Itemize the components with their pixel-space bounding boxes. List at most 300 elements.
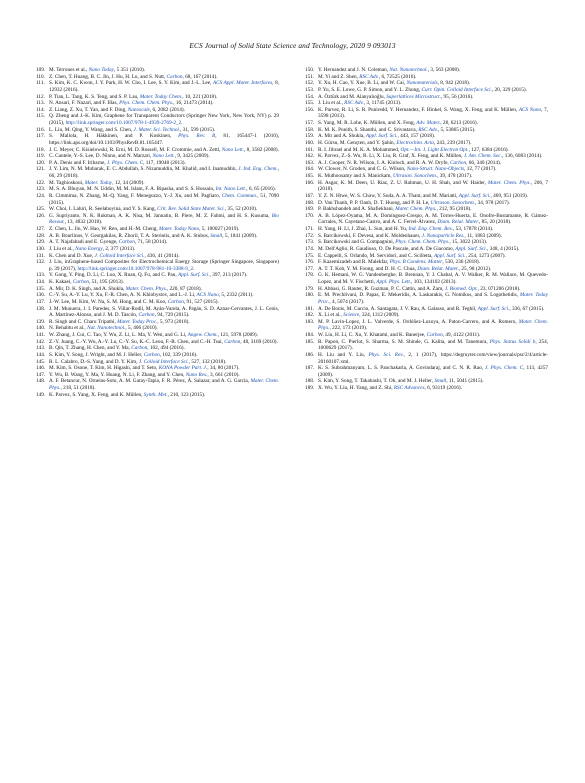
reference-authors: A. T. Najafabadi and E. Gyenge, bbox=[49, 239, 119, 246]
reference-number: 120. bbox=[36, 159, 46, 166]
reference-details: , 7, 3598 (2013). bbox=[318, 106, 548, 120]
journal-link[interactable]: Phys. Sci. Rev. bbox=[368, 351, 404, 358]
reference-number: 159. bbox=[305, 133, 315, 140]
journal-link[interactable]: J. Nanoparticle Res. bbox=[421, 232, 465, 239]
journal-link[interactable]: Diam. Relat. Mater. bbox=[417, 265, 459, 272]
reference-number: 144. bbox=[36, 351, 46, 358]
reference-item bbox=[36, 239, 279, 246]
reference-item bbox=[305, 166, 548, 173]
reference-number: 137. bbox=[36, 298, 46, 305]
journal-link[interactable]: Bio Resour. bbox=[49, 212, 279, 226]
reference-authors: W. Clower, N. Groden, and C. G. Wilson, bbox=[318, 166, 407, 173]
reference-authors: B. Qin, T. Zhang, H. Chen, and Y. Ma, bbox=[49, 345, 132, 352]
reference-details: , 11, 1883 (2009). bbox=[464, 232, 502, 239]
reference-details: , 71, 58 (2014). bbox=[134, 239, 168, 246]
reference-url-link[interactable]: http://link.springer.com/10.1007/978-981-10-3388-9_2 bbox=[77, 265, 194, 272]
reference-authors: X. Li et al., bbox=[318, 312, 344, 319]
journal-link[interactable]: Mater. Chem. Phys. bbox=[125, 285, 167, 292]
reference-details: , 8, 3582 (2008). bbox=[243, 146, 279, 153]
reference-authors: S. Kim, K. C. Kwon, J. Y. Park, H. W. Cho, I. Lee, S. Y. Kim, and J.-L. Lee, bbox=[49, 80, 213, 87]
reference-details: , 397, 213 (2017). bbox=[209, 272, 248, 279]
journal-link[interactable]: J. Ind. Eng. Chem. bbox=[238, 166, 278, 173]
reference-authors: A. B. Bourlinos, V. Georgakilas, R. Zboril, T. A. Steriotis, and A. K. Stubos, bbox=[49, 232, 211, 239]
reference-number: 183. bbox=[305, 318, 315, 325]
reference-authors: M. S. A. Bhuyan, M. N. Uddin, M. M. Islam, F. A. Bipasha, and S. S. Hossain, bbox=[49, 186, 216, 193]
reference-item bbox=[305, 272, 548, 285]
reference-authors: P. Bakhshandeh and A. Shafiekhani, bbox=[318, 206, 396, 213]
journal-link[interactable]: Appl. Surf. Sci. bbox=[458, 192, 491, 199]
reference-details: , 95, 56 (2016). bbox=[440, 93, 474, 100]
reference-number: 129. bbox=[36, 239, 46, 246]
reference-number: 110. bbox=[36, 73, 45, 80]
reference-item bbox=[36, 272, 279, 279]
reference-authors: F. Kazemizadeh and R. Malekfar, bbox=[318, 259, 390, 266]
reference-item bbox=[36, 193, 279, 206]
journal-link[interactable]: J. Am. Chem. Soc. bbox=[463, 153, 503, 160]
reference-details: , 13, 4832 (2018). bbox=[64, 219, 103, 226]
reference-number: 151. bbox=[305, 73, 315, 80]
reference-details: , 5, 406 (2010). bbox=[125, 325, 158, 332]
reference-item bbox=[305, 100, 548, 107]
reference-authors: Y. Wu, B. Wang, Y. Ma, Y. Huang, N. Li, F. Zhang, and Y. Chen, bbox=[49, 371, 186, 378]
reference-details: , 48, 3169 (2010). bbox=[240, 338, 278, 345]
reference-authors: A. Mir, D. K. Singh, and A. Shukla, bbox=[49, 285, 126, 292]
reference-details: , 6, 2082 (2014). bbox=[149, 106, 185, 113]
reference-number: 158. bbox=[305, 126, 315, 133]
reference-url-link[interactable]: http://link.springer.com/10.1007/978-1-4939-2769-2_2 bbox=[65, 120, 182, 126]
journal-link[interactable]: Mater. Chem. Phys. bbox=[395, 206, 437, 213]
reference-number: 163. bbox=[305, 159, 315, 166]
journal-link[interactable]: Nano Today bbox=[88, 67, 114, 73]
reference-number: 155. bbox=[305, 100, 315, 107]
reference-authors: J. Liu et al., bbox=[318, 100, 345, 107]
reference-authors: P. Tian, L. Tang, K. S. Teng, and S. P. Lau, bbox=[49, 93, 140, 100]
reference-number: 122. bbox=[36, 179, 46, 186]
reference-authors: R. I. Jibrael and M. K. A. Mohammed, bbox=[318, 146, 401, 153]
reference-details: , 222, 173 (2019). bbox=[329, 325, 368, 332]
reference-item bbox=[305, 213, 548, 226]
reference-authors: M. Terrones et al., bbox=[49, 67, 89, 73]
journal-link[interactable]: J. Colloid Interface Sci. bbox=[138, 358, 189, 365]
reference-item bbox=[36, 186, 279, 193]
journal-link[interactable]: Ultrason. Sonochem. bbox=[430, 199, 475, 206]
reference-details: , 34, 978 (2017). bbox=[474, 199, 510, 206]
journal-link[interactable]: Carbon bbox=[426, 332, 443, 338]
journal-link[interactable]: Phys. Chem. Chem. Phys. bbox=[119, 100, 174, 107]
reference-authors: A. J. Cooper, N. R. Wilson, I. A. Kinloch, and R. A. W. Dryfe, bbox=[318, 159, 451, 166]
journal-link[interactable]: Crit. Rev. Solid State Mater. Sci. bbox=[157, 206, 225, 213]
reference-details: , 11, 5041 (2015). bbox=[446, 378, 484, 385]
reference-item bbox=[305, 385, 548, 392]
references-left-column bbox=[36, 67, 279, 398]
journal-link[interactable]: Nanomaterials bbox=[406, 80, 438, 87]
reference-number: 139. bbox=[36, 318, 46, 325]
journal-link[interactable]: Nano Res. bbox=[185, 371, 208, 378]
reference-number: 165. bbox=[305, 173, 315, 179]
reference-details: , 68, 167 (2014). bbox=[182, 73, 218, 80]
reference-details: , 2, 377 (2013). bbox=[102, 245, 136, 252]
journal-link[interactable]: RSC Advances bbox=[393, 385, 425, 391]
reference-authors: M. Yi and Z. Shen, bbox=[318, 73, 360, 80]
reference-details: , 25, 98 (2012). bbox=[458, 265, 492, 272]
reference-details: , 5, 973 (2018). bbox=[157, 318, 190, 325]
reference-number: 125. bbox=[36, 206, 46, 213]
reference-authors: M. Dell'Aglio, R. Gaudiuso, O. De Pascale, and A. De Giacomo, bbox=[318, 245, 456, 252]
reference-number: 123. bbox=[36, 186, 46, 193]
reference-details: , 66, 340 (2014). bbox=[466, 159, 502, 166]
journal-link[interactable]: Ind. Eng. Chem. Res. bbox=[408, 226, 453, 232]
reference-details: , 102, 339 (2016). bbox=[159, 351, 198, 358]
journal-link[interactable]: Phys. Rev. B bbox=[178, 133, 216, 140]
reference-item bbox=[305, 206, 548, 213]
reference-number: 176. bbox=[305, 259, 315, 266]
reference-number: 161. bbox=[305, 146, 315, 153]
journal-link[interactable]: RSC Adv. bbox=[359, 73, 379, 80]
journal-link[interactable]: Phys. B Condens. Matter bbox=[389, 259, 443, 266]
journal-link[interactable]: Carbon bbox=[450, 159, 467, 166]
reference-number: 181. bbox=[305, 305, 315, 312]
reference-details: , 2, 1 (2017), https://degruyter.com/view/journals/psr/2/4/article-20160107.xml. bbox=[318, 351, 548, 365]
reference-details: , 81, 165447-1 (2010), https://link.aps.org/doi/10.1103/PhysRevB.81.165447. bbox=[49, 133, 280, 146]
reference-details: , 5 351 (2010). bbox=[113, 67, 146, 73]
reference-number: 187. bbox=[305, 365, 315, 372]
reference-item bbox=[305, 173, 548, 180]
reference-number: 133. bbox=[36, 272, 46, 279]
journal-link[interactable]: Carbon bbox=[167, 298, 184, 305]
reference-number: 184. bbox=[305, 332, 315, 338]
reference-authors: E. Cappelli, S. Orlando, M. Servidori, and C. Scilletta, bbox=[318, 252, 434, 259]
reference-number: 162. bbox=[305, 153, 315, 160]
reference-number: 140. bbox=[36, 325, 46, 332]
journal-link[interactable]: Appl. Surf. Sci. bbox=[365, 133, 398, 140]
journal-link[interactable]: Appl. Surf. Sci. bbox=[433, 252, 466, 259]
journal-link[interactable]: Mater. Chem. Phys. bbox=[318, 318, 548, 332]
reference-details: , 8, 12932 (2016). bbox=[49, 80, 280, 93]
reference-details: , 113, 4257 (2009). bbox=[318, 365, 548, 378]
journal-link[interactable]: Mater. Chem. Phys. bbox=[49, 378, 280, 391]
journal-link[interactable]: ACS Nano bbox=[518, 106, 542, 113]
journal-link[interactable]: Adv. Mater. bbox=[416, 120, 441, 126]
reference-details: , 94, 729 (2015). bbox=[154, 312, 190, 319]
reference-details: , 10, 221 (2018). bbox=[182, 93, 218, 100]
reference-details: , 243, 239 (2017). bbox=[433, 139, 472, 146]
reference-number: 175. bbox=[305, 252, 315, 259]
reference-authors: K. Chen and D. Xue, bbox=[49, 252, 95, 259]
reference-details: , 220, 87 (2018). bbox=[166, 285, 202, 292]
reference-authors: W. Zhang, J. Cui, C. Tao, Y. Wu, Z. Li, L. Ma, Y. Wen, and G. Li, bbox=[49, 332, 188, 338]
reference-number: 185. bbox=[305, 338, 315, 345]
reference-details: , 210, 123 (2015). bbox=[167, 391, 206, 398]
journal-link[interactable]: Opt.—Int. J. Light Electron Opt. bbox=[400, 146, 469, 153]
reference-authors: C. Cantele, Y.-S. Lee, D. Ninno, and N. Marzari, bbox=[49, 153, 153, 160]
reference-authors: K. Muthoosamy and S. Manickam, bbox=[318, 173, 393, 179]
reference-authors: X. Wu, Y. Liu, H. Yang, and Z. Shi, bbox=[318, 385, 394, 391]
reference-authors: S. Mallola, H. Häkkinen, and P. Koskinen, bbox=[49, 133, 179, 140]
reference-details: , 443, 157 (2018). bbox=[397, 133, 436, 140]
reference-authors: G. Supriyanto, N. K. Rukman, A. K. Nisa, M. Jannatin, B. Piere, M. Z. Fahmi, and H. S. Kusuma, bbox=[49, 212, 272, 219]
reference-number: 182. bbox=[305, 312, 315, 319]
journal-link[interactable]: Appl. Surf. Sci. bbox=[177, 272, 210, 279]
reference-item bbox=[305, 246, 548, 253]
reference-details: , 5, 53865 (2015). bbox=[437, 126, 476, 133]
journal-link[interactable]: Science bbox=[343, 312, 360, 319]
reference-authors: M. Taghioskoui, bbox=[49, 179, 85, 186]
reference-item bbox=[36, 279, 279, 286]
reference-details: , 206, 7 (2018). bbox=[318, 179, 549, 193]
reference-number: 152. bbox=[305, 80, 315, 87]
reference-details: , 3, 661 (2010). bbox=[207, 371, 240, 378]
reference-item bbox=[305, 67, 548, 74]
reference-item bbox=[305, 352, 548, 365]
reference-details: , 23, 071206 (2018). bbox=[477, 285, 521, 292]
reference-authors: Y. Xu, H. Cao, Y. Xue, B. Li, and W. Cai, bbox=[318, 80, 407, 87]
reference-item bbox=[36, 345, 279, 352]
reference-number: 180. bbox=[305, 292, 315, 299]
journal-link[interactable]: Appl. Surf. Sci. bbox=[477, 305, 510, 312]
reference-authors: N. Behabtu et al., bbox=[49, 325, 88, 332]
journal-link[interactable]: Nat. Nanotechnol. bbox=[389, 67, 428, 73]
journal-link[interactable]: RSC Adv. bbox=[418, 126, 438, 133]
reference-number: 131. bbox=[36, 252, 46, 259]
journal-link[interactable]: J. Biomed. Opt. bbox=[444, 285, 478, 292]
reference-details: , 85, 20 (2018). bbox=[478, 219, 512, 226]
reference-number: 126. bbox=[36, 212, 46, 219]
reference-number: 142. bbox=[36, 338, 46, 345]
reference-item bbox=[36, 113, 279, 126]
journal-link[interactable]: Mater. Today Nano bbox=[158, 226, 200, 232]
reference-authors: W. Choi, I. Lahiri, R. Seelaboyina, and Y. S. Kang, bbox=[49, 206, 158, 213]
reference-authors: R. Singh and C. Charu Tripathi, bbox=[49, 318, 118, 325]
journal-link[interactable]: Nanoscale bbox=[127, 106, 150, 113]
journal-link[interactable]: J. Phys. Chem. C bbox=[485, 365, 524, 372]
reference-details: , 12, 34 (2009). bbox=[112, 179, 145, 186]
journal-link[interactable]: Carbon bbox=[138, 312, 155, 319]
reference-details: , 127, 6384 (2016). bbox=[468, 146, 509, 153]
journal-link[interactable]: Carbon bbox=[72, 279, 89, 285]
reference-number: 174. bbox=[305, 245, 315, 252]
journal-link[interactable]: Small bbox=[210, 232, 223, 239]
journal-link[interactable]: Curr. Opin. Colloid Interface Sci. bbox=[421, 86, 492, 93]
journal-link[interactable]: Mater. Today Chem. bbox=[139, 93, 183, 100]
reference-details: , 103, 134102 (2013). bbox=[411, 279, 457, 285]
reference-number: 170. bbox=[305, 212, 315, 219]
reference-number: 148. bbox=[36, 378, 46, 385]
reference-number: 188. bbox=[305, 378, 315, 385]
reference-authors: S. Kim, Y. Song, J. Wright, and M. J. Heller, bbox=[49, 351, 144, 358]
reference-authors: Y. Z. N. Htwe, W. S. Chow, Y. Suda, A. A. Thant, and M. Mariatti, bbox=[318, 192, 459, 199]
reference-details: , 53, 17878 (2014). bbox=[453, 226, 494, 232]
reference-item bbox=[305, 332, 548, 339]
reference-authors: R. Cimmima, N. Zhang, M.-Q. Yang, F. Meneguzzo, Y.-J. Xu, and M. Pagliaro, bbox=[49, 192, 222, 199]
journal-link[interactable]: Mater. Today Proc. bbox=[117, 318, 158, 325]
reference-details: , 469, 951 (2019). bbox=[490, 192, 529, 199]
journal-link[interactable]: Carbon bbox=[143, 351, 160, 358]
journal-link[interactable]: Nano Lett. bbox=[221, 146, 244, 153]
reference-number: 114. bbox=[36, 106, 45, 113]
journal-link[interactable]: Nano Energy bbox=[75, 245, 103, 252]
reference-number: 154. bbox=[305, 93, 315, 100]
reference-number: 138. bbox=[36, 305, 46, 312]
journal-link[interactable]: Carbon bbox=[118, 239, 135, 246]
reference-number: 146. bbox=[36, 365, 46, 372]
reference-number: 153. bbox=[305, 86, 315, 93]
journal-link[interactable]: Mater. Chem. Phys. bbox=[488, 179, 531, 186]
journal-link[interactable]: Chem. Commun. bbox=[221, 192, 258, 199]
journal-link[interactable]: Carbon bbox=[131, 345, 148, 352]
journal-link[interactable]: KONA Powder Part. J. bbox=[158, 365, 208, 372]
journal-link[interactable]: Nano Lett. bbox=[152, 153, 175, 160]
journal-link[interactable]: Diam. Relat. Mater. bbox=[437, 219, 479, 226]
reference-item bbox=[36, 80, 279, 93]
reference-number: 128. bbox=[36, 232, 46, 239]
reference-details: , 28, 6213 (2016). bbox=[440, 120, 478, 126]
reference-details: , 66, 29 (2018). bbox=[49, 166, 279, 179]
reference-item bbox=[36, 226, 279, 233]
reference-number: 186. bbox=[305, 351, 315, 358]
reference-details: . bbox=[181, 120, 183, 126]
reference-item bbox=[305, 319, 548, 332]
reference-details: , 12, 77 (2017). bbox=[464, 166, 497, 173]
reference-number: 136. bbox=[36, 292, 46, 299]
reference-item bbox=[305, 120, 548, 127]
reference-details: , 49, 4122 (2011). bbox=[442, 332, 481, 338]
reference-details: , 5, 1841 (2009). bbox=[222, 232, 258, 239]
reference-details: , 31, 599 (2015). bbox=[180, 126, 216, 133]
reference-number: 141. bbox=[36, 332, 46, 338]
reference-number: 116. bbox=[36, 126, 45, 133]
reference-number: 145. bbox=[36, 358, 46, 365]
reference-item bbox=[36, 332, 279, 339]
journal-link[interactable]: ACS Appl. Mater. Interfaces bbox=[212, 80, 273, 87]
reference-item bbox=[305, 107, 548, 120]
journal-link[interactable]: Electrochim. Acta bbox=[396, 139, 434, 146]
reference-authors: K. S. Subrahmanyam, L. S. Panchakarla, A. Govindaraj, and C. N. R. Rao, bbox=[318, 365, 485, 372]
reference-number: 134. bbox=[36, 279, 46, 285]
reference-details: , 117, 19048 (2013). bbox=[143, 159, 186, 166]
reference-details: . bbox=[193, 265, 195, 272]
reference-number: 117. bbox=[36, 133, 45, 140]
journal-link[interactable]: Mater. Today Proc. bbox=[318, 292, 548, 305]
reference-authors: J. Liu et al., bbox=[49, 245, 76, 252]
journal-link[interactable]: Synth. Met. bbox=[143, 391, 168, 398]
journal-link[interactable]: Ultrason. Sonochem. bbox=[392, 173, 438, 179]
reference-number: 150. bbox=[305, 67, 315, 73]
reference-authors: Z. Liang, Z. Xu, T. Yan, and F. Ding, bbox=[49, 106, 128, 113]
reference-number: 189. bbox=[305, 385, 315, 391]
journal-link[interactable]: Superlattices Microstruct. bbox=[386, 93, 441, 100]
reference-authors: S. Barcikowski, F. Devesa, and K. Moldenhauer, bbox=[318, 232, 422, 239]
reference-item bbox=[36, 100, 279, 107]
reference-authors: A. De Bonis, M. Curcio, A. Santagata, J. V. Rau, A. Galasso, and R. Teghil, bbox=[318, 305, 478, 312]
reference-number: 111. bbox=[36, 80, 45, 87]
references-right-column bbox=[305, 67, 548, 392]
reference-authors: H. Gürsu, M. Gençten, and Y. Şahin, bbox=[318, 139, 397, 146]
reference-authors: H. Asgar, K. M. Deen, U. Riaz, Z. U. Rahman, U. H. Shah, and W. Haider, bbox=[318, 179, 488, 186]
reference-number: 132. bbox=[36, 259, 46, 266]
journal-link[interactable]: Appl. Surf. Sci. bbox=[455, 245, 487, 252]
reference-authors: Q. Zheng and J.-K. Kim, Graphene for Transparent Conductors (Springer New York, New York, NY) p. 29 (2015), bbox=[49, 113, 279, 126]
journal-link[interactable]: J. Mater. Sci. Technol. bbox=[133, 126, 181, 133]
reference-authors: P. A. Denis and F. Iribarne, bbox=[49, 159, 107, 166]
journal-link[interactable]: J. Phys. Chem. C bbox=[106, 159, 144, 166]
reference-item bbox=[36, 259, 279, 272]
reference-details: , 348, 4 (2015). bbox=[486, 245, 520, 252]
reference-number: 109. bbox=[36, 67, 46, 73]
reference-authors: M. Kim, S. Osone, T. Kim, H. Higashi, and T. Seto, bbox=[49, 365, 159, 372]
journal-link[interactable]: J. Colloid Interface Sci. bbox=[94, 252, 145, 259]
reference-details: , 6, 65 (2016). bbox=[246, 186, 276, 193]
journal-link[interactable]: Phys. Chem. Chem. Phys. bbox=[395, 239, 450, 246]
reference-authors: K. Parvez, Z.-S. Wu, R. Li, X. Liu, R. Graf, X. Feng, and K. Müllen, bbox=[318, 153, 464, 160]
journal-link[interactable]: Mater. Today bbox=[84, 179, 113, 186]
journal-link[interactable]: Nat. Nanotechnol. bbox=[87, 325, 126, 332]
journal-link[interactable]: Carbon bbox=[224, 338, 241, 345]
reference-authors: Z. Chen, L. Jin, W. Hao, W. Ren, and H.-M. Cheng, bbox=[49, 226, 159, 232]
reference-authors: A. Mir and A. Shukla, bbox=[318, 133, 366, 140]
reference-number: 119. bbox=[36, 153, 45, 160]
reference-item bbox=[36, 133, 279, 146]
reference-authors: P. Yu, S. E. Lowe, G. P. Simon, and Y. L. Zhong, bbox=[318, 86, 422, 93]
reference-authors: K. Kakaei, bbox=[49, 279, 73, 285]
reference-authors: H. Abbasi, G. Rauter, R. Guzman, P. C. Cattin, and A. Zam, bbox=[318, 285, 445, 292]
reference-item bbox=[36, 67, 279, 74]
reference-authors: D. Van Thanh, P. P. Oanh, D. T. Huong, and P. H. Le, bbox=[318, 199, 431, 206]
reference-number: 166. bbox=[305, 179, 315, 186]
reference-item bbox=[305, 365, 548, 378]
reference-authors: A. T. T. Koh, Y. M. Foong, and D. H. C. Chua, bbox=[318, 265, 418, 272]
reference-authors: N. Ansari, F. Nazari, and F. Illas, bbox=[49, 100, 120, 107]
journal-link[interactable]: Int. Nano Lett. bbox=[215, 186, 247, 193]
reference-item bbox=[36, 292, 279, 299]
reference-authors: H. Yang, H. Li, J. Zhai, L. Sun, and H. Yu, bbox=[318, 226, 409, 232]
reference-number: 127. bbox=[36, 226, 46, 232]
reference-details: , 91, 527 (2015). bbox=[183, 298, 219, 305]
reference-item bbox=[305, 239, 548, 246]
journal-link[interactable]: Appl. Phys. Lett. bbox=[376, 279, 412, 285]
journal-link[interactable]: RSC Adv. bbox=[344, 100, 364, 107]
reference-item bbox=[36, 213, 279, 226]
reference-authors: W. Liu, H. Li, C. Xu, Y. Khatami, and K. Banerjee, bbox=[318, 332, 427, 338]
journal-link[interactable]: Phys. Status Solidi b bbox=[489, 338, 536, 345]
reference-details: , 20, 329 (2015). bbox=[491, 86, 527, 93]
journal-link[interactable]: ACS Nano bbox=[196, 292, 219, 299]
reference-details: , 336, 67 (2015). bbox=[509, 305, 545, 312]
reference-details: , 324, 1312 (2009). bbox=[359, 312, 400, 319]
reference-details: , 51, 7090 (2015). bbox=[49, 192, 279, 206]
reference-number: 121. bbox=[36, 166, 46, 173]
reference-item bbox=[305, 153, 548, 160]
reference-item bbox=[36, 153, 279, 160]
reference-number: 147. bbox=[36, 371, 46, 378]
reference-authors: E. M. Prechlivani, D. Papas, E. Mekeridis, A. Laskarakis, G. Nomikos, and S. Logothetidis, bbox=[318, 292, 520, 299]
journal-link[interactable]: Angew. Chem. bbox=[187, 332, 218, 338]
reference-details: , 212, 95 (2018). bbox=[436, 206, 472, 213]
reference-details: , 15, 3022 (2013). bbox=[449, 239, 488, 246]
reference-details: , 121, 5978 (2009). bbox=[217, 332, 258, 338]
reference-item bbox=[305, 312, 548, 319]
journal-link[interactable]: Carbon bbox=[166, 73, 183, 80]
reference-item bbox=[36, 299, 279, 306]
reference-number: 124. bbox=[36, 192, 46, 199]
journal-link[interactable]: Nano-Struct. Nano-Objects bbox=[406, 166, 465, 173]
reference-authors: R. L. Calabro, D.-S. Yang, and D. Y. Kim, bbox=[49, 358, 139, 365]
journal-link[interactable]: Small bbox=[434, 378, 447, 385]
reference-authors: A. B. López-Oyama, M. A. Domínguez-Crespo, A. M. Torres-Huerta, E. Onofre-Bustamante, R. Gámez-Corrales, N. Cayetano-Castro, and A. C. Ferrel-Álvarez, bbox=[318, 212, 548, 226]
reference-number: 173. bbox=[305, 239, 315, 246]
reference-authors: A. F. Betancur, N. Ornelas-Soto, A. M. Garay-Tapia, F. R. Pérez, Á. Salazar, and A. G. García, bbox=[49, 378, 251, 385]
reference-item bbox=[305, 140, 548, 147]
reference-number: 164. bbox=[305, 166, 315, 173]
